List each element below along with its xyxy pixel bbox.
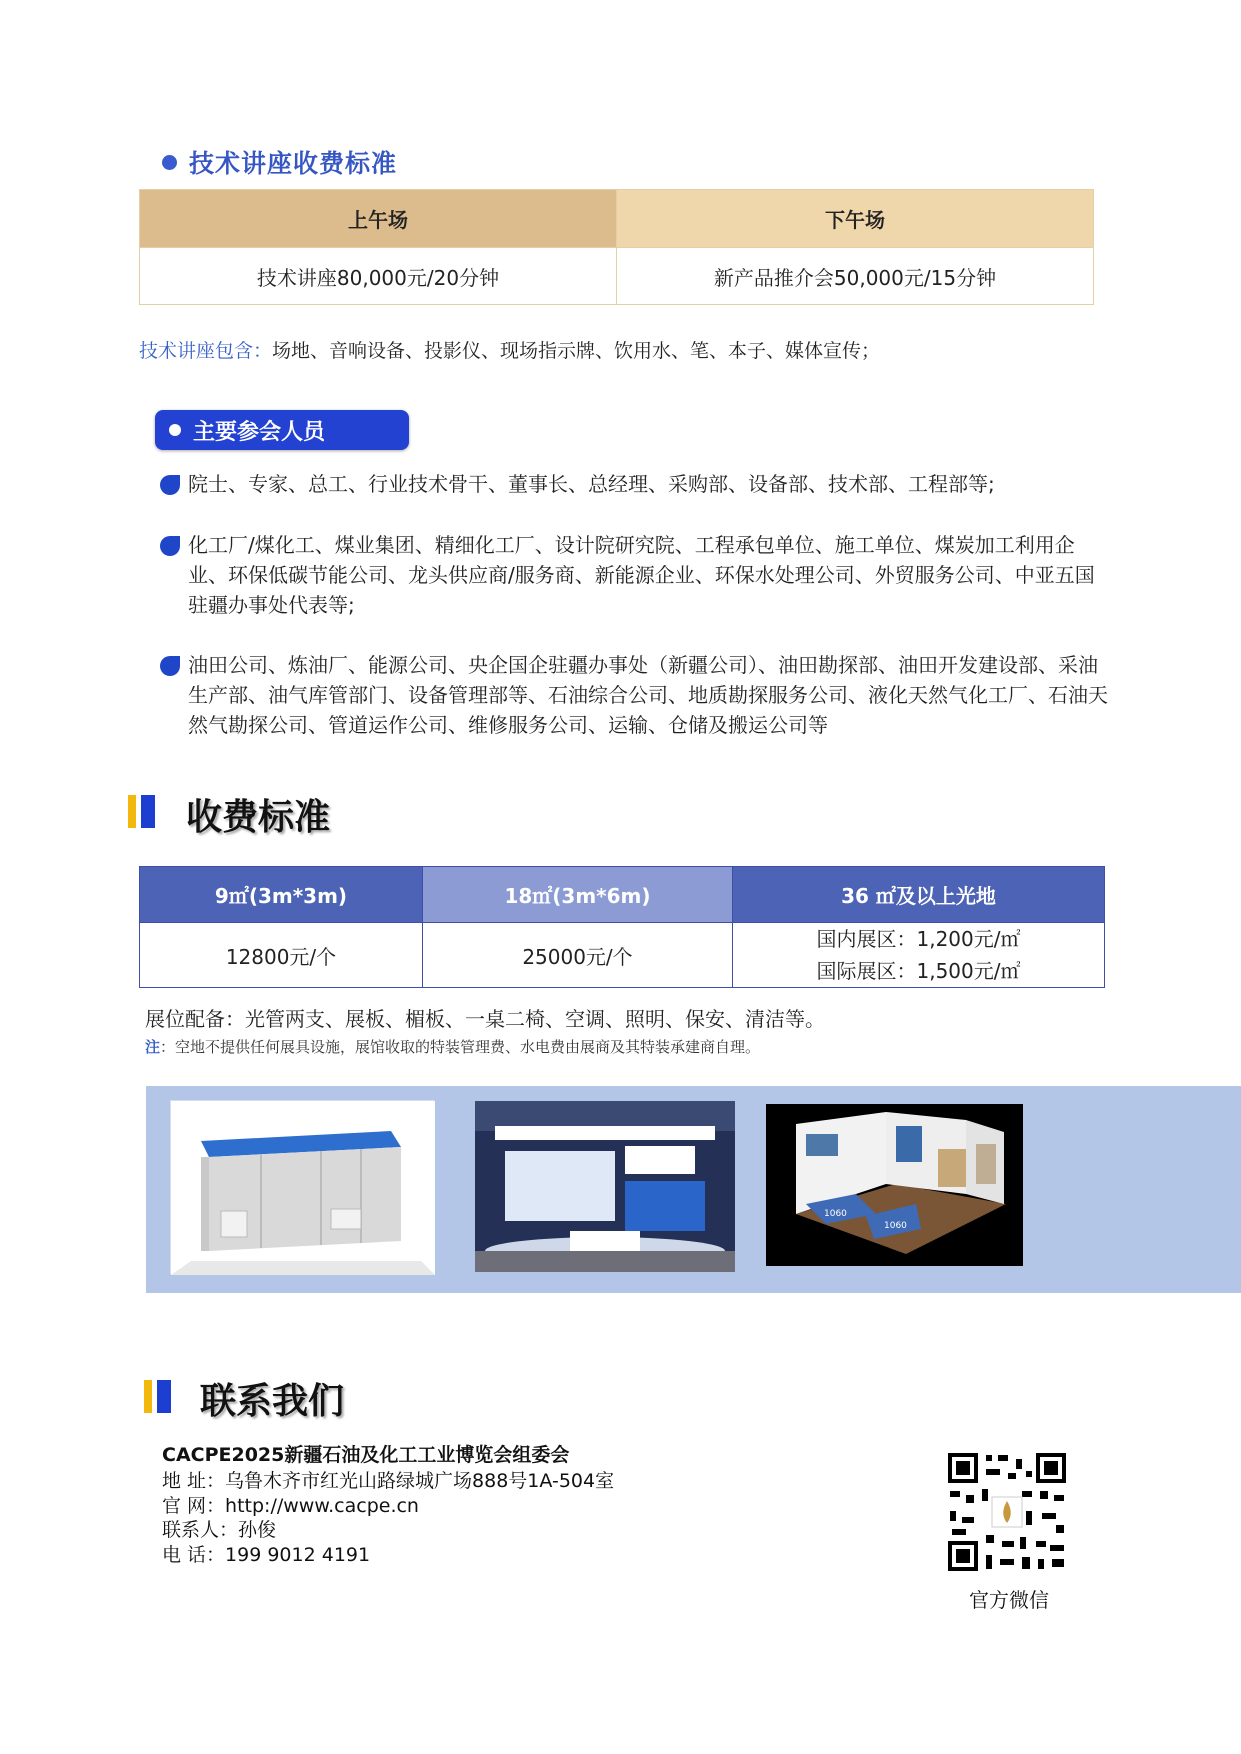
raw-space-booth-image xyxy=(766,1104,1023,1266)
custom-booth-image xyxy=(475,1101,735,1272)
lecture-title: 技术讲座收费标准 xyxy=(189,149,398,178)
booth-config: 展位配备：光管两支、展板、楣板、一桌二椅、空调、照明、保安、清洁等。 xyxy=(145,1007,825,1031)
bullet-dot-icon xyxy=(169,424,181,436)
note-text: ：空地不提供任何展具设施，展馆收取的特装管理费、水电费由展商及其特装承建商自理。 xyxy=(160,1038,761,1056)
phone: 电 话：199 9012 4191 xyxy=(162,1544,371,1566)
attendee-item xyxy=(160,530,1110,620)
standard-9-header: 9㎡(3m*3m) xyxy=(140,867,423,923)
note-label: 注 xyxy=(145,1038,161,1056)
drop-bullet-icon xyxy=(160,656,180,676)
lecture-fee-table xyxy=(139,189,1094,305)
attendee-item xyxy=(160,650,1110,740)
section-marker-icon xyxy=(144,1380,171,1413)
standard-booth-image xyxy=(170,1100,434,1274)
attendee-item xyxy=(160,469,1110,499)
standard-18-header: 18㎡(3m*6m) xyxy=(423,867,733,923)
section-marker-icon xyxy=(128,795,155,828)
afternoon-price: 新产品推介会50,000元/15分钟 xyxy=(617,248,1094,305)
includes-label: 技术讲座包含： xyxy=(139,340,273,362)
attendee-item-text: 油田公司、炼油厂、能源公司、央企国企驻疆办事处（新疆公司）、油田勘探部、油田开发建设部、采油生产部、油气库管部门、设备管理部等、石油综合公司、地质勘探服务公司、液化天然气化工厂、石油天然气勘探公司、管道运作公司、维修服务公司、运输、仓储及搬运公司等 xyxy=(188,653,1108,737)
website: 官 网：http://www.cacpe.cn xyxy=(162,1495,419,1517)
fees-title: 收费标准 xyxy=(186,796,331,838)
raw-international-price: 国际展区：1,500元/㎡ xyxy=(816,959,1021,983)
address: 地 址：乌鲁木齐市红光山路绿城广场888号1A-504室 xyxy=(162,1470,615,1492)
contact-title: 联系我们 xyxy=(200,1380,345,1422)
raw-space-price xyxy=(733,923,1105,988)
qr-caption: 官方微信 xyxy=(969,1588,1049,1612)
afternoon-header: 下午场 xyxy=(617,190,1094,248)
lecture-includes xyxy=(139,336,880,363)
contact-person: 联系人：孙俊 xyxy=(162,1519,277,1541)
raw-space-header: 36 ㎡及以上光地 xyxy=(733,867,1105,923)
attendee-item-text: 院士、专家、总工、行业技术骨干、董事长、总经理、采购部、设备部、技术部、工程部等; xyxy=(188,472,995,496)
attendees-title: 主要参会人员 xyxy=(193,419,326,445)
raw-domestic-price: 国内展区：1,200元/㎡ xyxy=(816,927,1021,951)
booth-note xyxy=(145,1036,760,1057)
booth-fee-table xyxy=(139,866,1105,988)
attendee-item-text: 化工厂/煤化工、煤业集团、精细化工厂、设计院研究院、工程承包单位、施工单位、煤炭加工利用企业、环保低碳节能公司、龙头供应商/服务商、新能源企业、环保水处理公司、外贸服务公司、中亚五国驻疆办事处代表等; xyxy=(188,533,1095,617)
includes-text: 场地、音响设备、投影仪、现场指示牌、饮用水、笔、本子、媒体宣传； xyxy=(272,340,881,362)
bullet-dot-icon xyxy=(162,155,177,170)
drop-bullet-icon xyxy=(160,475,180,495)
standard-18-price: 25000元/个 xyxy=(423,923,733,988)
morning-price: 技术讲座80,000元/20分钟 xyxy=(140,248,617,305)
wechat-qr-code-icon xyxy=(946,1451,1068,1573)
attendees-heading xyxy=(155,410,409,450)
morning-header: 上午场 xyxy=(140,190,617,248)
organizer-name: CACPE2025新疆石油及化工工业博览会组委会 xyxy=(162,1444,570,1466)
lecture-section-heading xyxy=(162,144,397,180)
booth-screen-text: 1060 xyxy=(824,1209,847,1219)
drop-bullet-icon xyxy=(160,536,180,556)
standard-9-price: 12800元/个 xyxy=(140,923,423,988)
booth-screen-text: 1060 xyxy=(884,1221,907,1231)
